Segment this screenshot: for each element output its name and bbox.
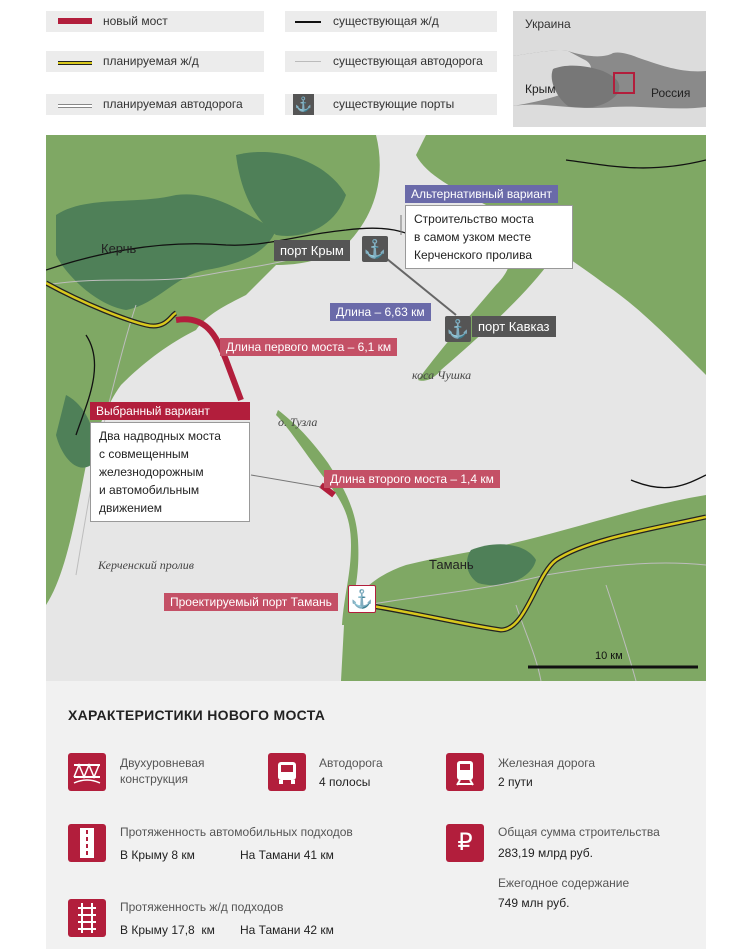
- legend-planned-rail: [46, 51, 264, 72]
- port-kavkaz-label: порт Кавказ: [472, 316, 556, 337]
- legend-label: существующая автодорога: [333, 54, 483, 68]
- inset-crimea-label: Крым: [525, 82, 556, 96]
- road-value: 4 полосы: [319, 775, 371, 789]
- alt-title: Альтернативный вариант: [405, 185, 558, 203]
- rail-approach-taman: На Тамани 42 км: [240, 923, 334, 937]
- alt-length-label: Длина – 6,63 км: [330, 303, 431, 321]
- chosen-line: с совмещенным: [99, 447, 189, 461]
- chosen-title: Выбранный вариант: [90, 402, 250, 420]
- rail-approach-label: Протяженность ж/д подходов: [120, 900, 284, 914]
- two-level-label: [120, 755, 205, 787]
- rail-approach-crimea: В Крыму 17,8 км: [120, 923, 215, 937]
- kerch-label: Керчь: [101, 241, 137, 256]
- chosen-leader: [251, 475, 321, 487]
- port-crimea-label: порт Крым: [274, 240, 350, 261]
- legend-label: существующие порты: [333, 97, 455, 111]
- road-glyph: [68, 824, 106, 862]
- bridge-characteristics: [46, 681, 706, 949]
- cost-value: 283,19 млрд руб.: [498, 846, 593, 860]
- two-level-line: Двухуровневая: [120, 756, 205, 770]
- legend-label: планируемая ж/д: [103, 54, 199, 68]
- rail-value: 2 пути: [498, 775, 533, 789]
- bridge-glyph: [68, 753, 106, 791]
- existing-rail-swatch: [295, 21, 321, 23]
- taman-label: Тамань: [429, 557, 474, 572]
- road-approach-crimea: В Крыму 8 км: [120, 848, 195, 862]
- tuzla-label: о. Тузла: [278, 415, 318, 429]
- legend-new-bridge: [46, 11, 264, 32]
- first-bridge-label: Длина первого моста – 6,1 км: [220, 338, 397, 356]
- inset-ukraine-label: Украина: [525, 17, 571, 31]
- road-approach-label: Протяженность автомобильных подходов: [120, 825, 353, 839]
- inset-map: [513, 11, 706, 127]
- alt-line: Строительство моста: [414, 212, 534, 226]
- chosen-line: железнодорожным: [99, 465, 204, 479]
- anchor-icon: ⚓: [348, 585, 376, 613]
- chushka-label: коса Чушка: [412, 368, 472, 382]
- train-glyph: [446, 753, 484, 791]
- alt-line: в самом узком месте: [414, 230, 531, 244]
- second-bridge-label: Длина второго моста – 1,4 км: [324, 470, 500, 488]
- anchor-icon: ⚓: [362, 236, 388, 262]
- planned-road-swatch: [58, 104, 92, 108]
- legend-label: новый мост: [103, 14, 168, 28]
- inset-black-sea: [513, 105, 706, 127]
- bus-icon: [268, 753, 306, 791]
- bus-glyph: [268, 753, 306, 791]
- rail-label: Железная дорога: [498, 756, 596, 770]
- planned-rail-swatch: [58, 61, 92, 65]
- legend-existing-road: [285, 51, 497, 72]
- strait-map: [46, 135, 706, 681]
- road-icon: [68, 824, 106, 862]
- railway-glyph: [68, 899, 106, 937]
- two-level-line: конструкция: [120, 772, 189, 786]
- chosen-description: [90, 422, 250, 522]
- taman-south-land: [341, 495, 706, 681]
- existing-road-swatch: [295, 61, 321, 62]
- alt-line: Керченского пролива: [414, 248, 533, 262]
- info-title: ХАРАКТЕРИСТИКИ НОВОГО МОСТА: [68, 707, 326, 723]
- bridge-icon: [68, 753, 106, 791]
- road-approach-taman: На Тамани 41 км: [240, 848, 334, 862]
- chosen-line: Два надводных моста: [99, 429, 221, 443]
- ruble-icon: ₽: [446, 824, 484, 862]
- legend-ports: [285, 94, 497, 115]
- upkeep-label: Ежегодное содержание: [498, 876, 630, 890]
- anchor-icon: ⚓: [445, 316, 471, 342]
- scale-label: 10 км: [595, 650, 623, 662]
- legend-label: планируемая автодорога: [103, 97, 243, 111]
- strait-label: Керченский пролив: [98, 558, 194, 572]
- anchor-icon: ⚓: [293, 94, 314, 115]
- road-label: Автодорога: [319, 756, 383, 770]
- new-bridge-swatch: [58, 18, 92, 24]
- legend-label: существующая ж/д: [333, 14, 439, 28]
- alt-description: [405, 205, 573, 269]
- inset-crimea-land: [552, 66, 620, 108]
- legend-planned-road: [46, 94, 264, 115]
- chosen-line: движением: [99, 501, 163, 515]
- legend-existing-rail: [285, 11, 497, 32]
- railway-icon: [68, 899, 106, 937]
- chosen-line: и автомобильным: [99, 483, 200, 497]
- upkeep-value: 749 млн руб.: [498, 896, 570, 910]
- planned-port-label: Проектируемый порт Тамань: [164, 593, 338, 611]
- cost-label: Общая сумма строительства: [498, 825, 660, 839]
- train-icon: [446, 753, 484, 791]
- inset-russia-label: Россия: [651, 86, 691, 100]
